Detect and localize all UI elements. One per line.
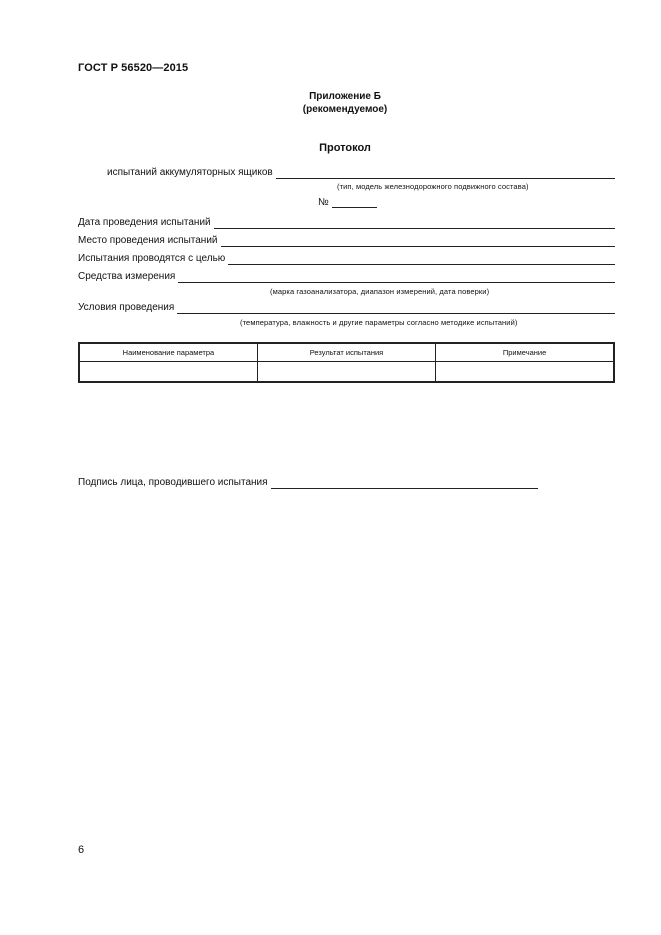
tests-of-field[interactable]	[276, 168, 615, 179]
page-number: 6	[78, 844, 85, 856]
purpose-row	[78, 253, 615, 265]
conditions-label: Условия проведения	[78, 302, 175, 313]
signature-field[interactable]	[271, 478, 538, 489]
date-row	[78, 217, 615, 229]
date-field[interactable]	[214, 218, 615, 229]
table-cell[interactable]	[257, 362, 435, 383]
instruments-field[interactable]	[178, 272, 615, 283]
column-header-result: Результат испытания	[257, 343, 435, 362]
table-cell[interactable]	[79, 362, 257, 383]
tests-of-label: испытаний аккумуляторных ящиков	[107, 167, 273, 178]
column-header-parameter: Наименование параметра	[79, 343, 257, 362]
table-cell[interactable]	[436, 362, 614, 383]
protocol-title: Протокол	[319, 142, 371, 154]
appendix-title: Приложение Б	[309, 91, 381, 102]
column-header-note: Примечание	[436, 343, 614, 362]
instruments-hint: (марка газоанализатора, диапазон измерений, дата поверки)	[270, 287, 490, 296]
protocol-number-field[interactable]	[332, 197, 377, 208]
purpose-field[interactable]	[228, 254, 615, 265]
protocol-number-row	[318, 197, 377, 208]
appendix-subtitle: (рекомендуемое)	[302, 104, 388, 115]
conditions-field[interactable]	[177, 303, 615, 314]
place-field[interactable]	[221, 236, 615, 247]
place-label: Место проведения испытаний	[78, 235, 218, 246]
table-header-row	[79, 343, 614, 362]
table-row	[79, 362, 614, 383]
parameters-table	[78, 342, 615, 383]
place-row	[78, 235, 615, 247]
tests-of-row	[107, 167, 615, 179]
signature-label: Подпись лица, проводившего испытания	[78, 477, 268, 488]
conditions-row	[78, 302, 615, 314]
purpose-label: Испытания проводятся с целью	[78, 253, 226, 264]
tests-of-hint: (тип, модель железнодорожного подвижного состава)	[337, 182, 529, 191]
date-label: Дата проведения испытаний	[78, 217, 211, 228]
number-label: №	[318, 197, 329, 208]
standard-code: ГОСТ Р 56520—2015	[78, 62, 189, 74]
conditions-hint: (температура, влажность и другие параметры согласно методике испытаний)	[240, 318, 518, 327]
instruments-label: Средства измерения	[78, 271, 176, 282]
instruments-row	[78, 271, 615, 283]
signature-row	[78, 477, 538, 489]
